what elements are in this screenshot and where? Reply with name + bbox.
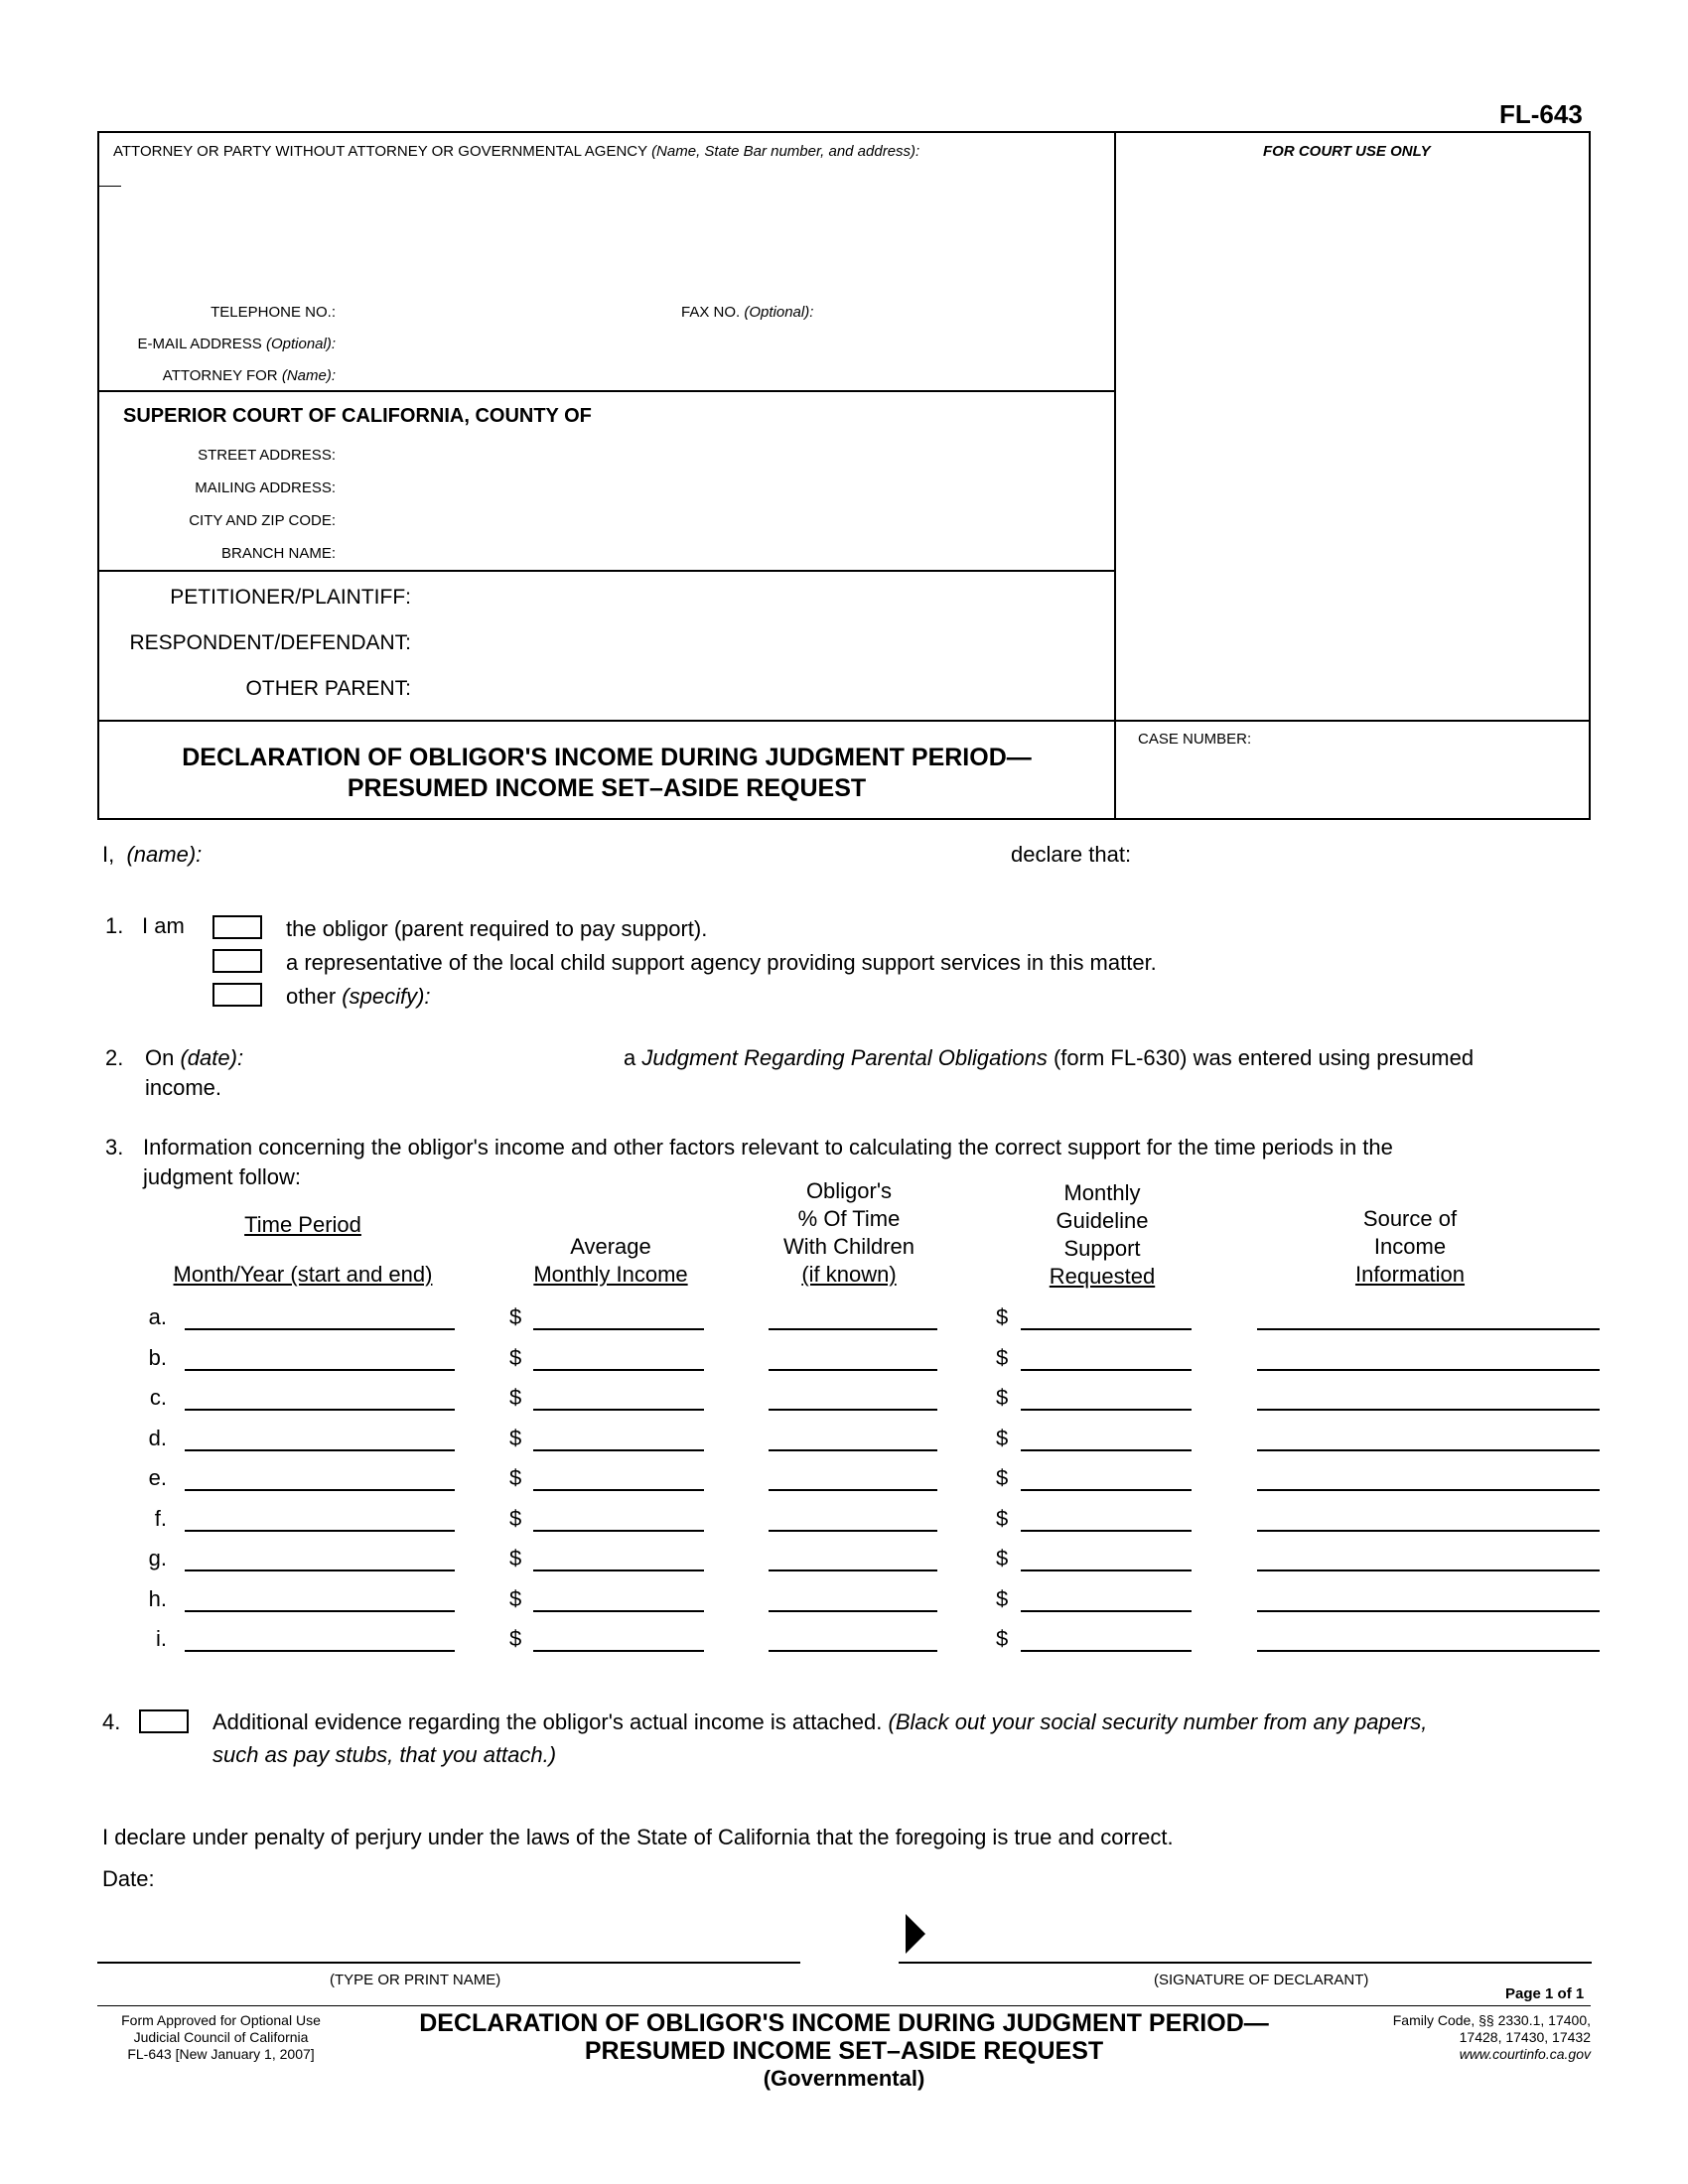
fax-label[interactable]	[681, 304, 813, 321]
footer-code-1: Family Code, §§ 2330.1, 17400,	[1392, 2012, 1591, 2028]
item2-text-a: a	[624, 1045, 636, 1070]
dollar-sign: $	[996, 1586, 1009, 1611]
item4-main: Additional evidence regarding the obligor's actual income is attached.	[212, 1709, 883, 1734]
attorney-label-text: ATTORNEY OR PARTY WITHOUT ATTORNEY OR GOVERNMENTAL AGENCY	[113, 143, 647, 160]
checkbox-other[interactable]	[212, 983, 262, 1007]
fax-label-text: FAX NO.	[681, 304, 741, 321]
item3-number: 3.	[105, 1135, 124, 1160]
guideline-support-field[interactable]	[1021, 1369, 1192, 1371]
footer-rule	[97, 2005, 1591, 2006]
form-title-line1: DECLARATION OF OBLIGOR'S INCOME DURING JUDGMENT PERIOD—	[182, 744, 1032, 771]
income-source-field[interactable]	[1257, 1610, 1600, 1612]
col-src-line3: Information	[1354, 1262, 1466, 1287]
average-income-field[interactable]	[533, 1570, 704, 1571]
footer-website[interactable]: www.courtinfo.ca.gov	[1459, 2046, 1591, 2062]
option-other	[286, 984, 431, 1010]
page-number: Page 1 of 1	[1505, 1985, 1585, 2002]
footer-approved-1: Form Approved for Optional Use	[121, 2012, 321, 2028]
mailing-address-label[interactable]: MAILING ADDRESS:	[195, 479, 336, 496]
col-time-period-sub-text: Month/Year (start and end)	[173, 1262, 433, 1287]
item2-judgment-text	[624, 1045, 1474, 1071]
footer-code-2: 17428, 17430, 17432	[1459, 2029, 1591, 2045]
col-time-period-title: Time Period	[244, 1212, 361, 1237]
dollar-sign: $	[996, 1345, 1009, 1370]
caption-box	[97, 131, 1591, 820]
time-period-field[interactable]	[185, 1570, 455, 1571]
col-pct-line4: (if known)	[801, 1262, 897, 1287]
dollar-sign: $	[996, 1426, 1009, 1450]
time-period-field[interactable]	[185, 1328, 455, 1330]
intro-name-label: (name):	[126, 842, 203, 867]
income-source-field[interactable]	[1257, 1328, 1600, 1330]
col-src-line1: Source of	[1362, 1206, 1458, 1231]
item2-on: On	[145, 1045, 175, 1070]
col-time-period	[149, 1211, 457, 1239]
dollar-sign: $	[509, 1626, 522, 1651]
footer-approved-2: Judicial Council of California	[133, 2029, 309, 2045]
row-label: h.	[148, 1586, 167, 1611]
time-period-field[interactable]	[185, 1369, 455, 1371]
telephone-label[interactable]: TELEPHONE NO.:	[211, 304, 336, 321]
col-mon-line3: Support	[1063, 1236, 1141, 1261]
dollar-sign: $	[509, 1345, 522, 1370]
checkbox-obligor[interactable]	[212, 915, 262, 939]
footer-title-2: PRESUMED INCOME SET–ASIDE REQUEST	[584, 2037, 1104, 2065]
col-mon-line1: Monthly	[1063, 1180, 1141, 1205]
col-mon-line2: Guideline	[1055, 1208, 1149, 1233]
row-label: i.	[156, 1626, 167, 1651]
footer-approved-3: FL-643 [New January 1, 2007]	[127, 2046, 315, 2062]
dollar-sign: $	[509, 1426, 522, 1450]
item4-text	[212, 1709, 1427, 1735]
income-source-field[interactable]	[1257, 1369, 1600, 1371]
dollar-sign: $	[509, 1304, 522, 1329]
dollar-sign: $	[996, 1506, 1009, 1531]
percent-time-field[interactable]	[769, 1449, 937, 1451]
row-label: a.	[148, 1304, 167, 1329]
form-number: FL-643	[1499, 99, 1583, 129]
income-source-field[interactable]	[1257, 1449, 1600, 1451]
time-period-field[interactable]	[185, 1530, 455, 1532]
col-average-line1: Average	[570, 1234, 651, 1259]
other-parent-label[interactable]: OTHER PARENT:	[245, 677, 411, 700]
signature-arrow-icon	[906, 1914, 925, 1954]
street-address-label[interactable]: STREET ADDRESS:	[198, 447, 336, 464]
item2-date[interactable]	[145, 1045, 243, 1071]
footer-title	[357, 2009, 1331, 2093]
average-income-field[interactable]	[533, 1328, 704, 1330]
average-income-field[interactable]	[533, 1449, 704, 1451]
time-period-field[interactable]	[185, 1449, 455, 1451]
attorney-label-note: (Name, State Bar number, and address):	[651, 143, 920, 160]
option-other-text: other	[286, 984, 337, 1009]
item4-note1: (Black out your social security number from any papers,	[888, 1709, 1428, 1734]
row-label: b.	[148, 1345, 167, 1370]
option-obligor: the obligor (parent required to pay support).	[286, 916, 708, 941]
email-label-text: E-MAIL ADDRESS	[137, 336, 262, 352]
average-income-field[interactable]	[533, 1409, 704, 1411]
item1-lead: I am	[142, 913, 185, 938]
col-time-period-sub	[149, 1261, 457, 1289]
guideline-support-field[interactable]	[1021, 1328, 1192, 1330]
footer-approved	[99, 2012, 343, 2063]
col-source	[1256, 1205, 1564, 1289]
percent-time-field[interactable]	[769, 1570, 937, 1571]
guideline-support-field[interactable]	[1021, 1449, 1192, 1451]
percent-time-field[interactable]	[769, 1489, 937, 1491]
guideline-support-field[interactable]	[1021, 1610, 1192, 1612]
item2-judgment-title: Judgment Regarding Parental Obligations	[641, 1045, 1048, 1070]
option-representative: a representative of the local child support agency providing support services in this matter.	[286, 950, 1157, 975]
guideline-support-field[interactable]	[1021, 1409, 1192, 1411]
dollar-sign: $	[996, 1626, 1009, 1651]
footer-code	[1331, 2012, 1591, 2063]
row-label: f.	[154, 1506, 167, 1531]
respondent-label[interactable]: RESPONDENT/DEFENDANT:	[129, 631, 411, 654]
attorney-for-note: (Name):	[281, 367, 336, 384]
percent-time-field[interactable]	[769, 1409, 937, 1411]
form-title-line2: PRESUMED INCOME SET–ASIDE REQUEST	[347, 774, 867, 802]
dollar-sign: $	[509, 1465, 522, 1490]
row-label: g.	[148, 1546, 167, 1570]
signature-line[interactable]	[899, 1962, 1592, 1964]
item3-line1: Information concerning the obligor's income and other factors relevant to calculating the correct support for the time periods in the	[143, 1135, 1393, 1160]
footer-title-1: DECLARATION OF OBLIGOR'S INCOME DURING JUDGMENT PERIOD—	[419, 2009, 1269, 2037]
average-income-field[interactable]	[533, 1650, 704, 1652]
attorney-label	[113, 143, 919, 160]
average-income-field[interactable]	[533, 1489, 704, 1491]
option-other-note: (specify):	[342, 984, 431, 1009]
declarant-line[interactable]	[102, 842, 202, 868]
dollar-sign: $	[996, 1465, 1009, 1490]
print-name-line[interactable]	[97, 1962, 800, 1964]
guideline-support-field[interactable]	[1021, 1650, 1192, 1652]
footer-title-3: (Governmental)	[763, 2066, 925, 2091]
attorney-for-text: ATTORNEY FOR	[162, 367, 278, 384]
caption-divider-vertical	[1114, 131, 1116, 820]
col-average-income	[506, 1233, 715, 1289]
caption-divider-1	[97, 390, 1115, 392]
email-label[interactable]	[99, 336, 336, 352]
attorney-for-label[interactable]	[99, 367, 336, 384]
city-zip-label[interactable]: CITY AND ZIP CODE:	[189, 512, 336, 529]
percent-time-field[interactable]	[769, 1328, 937, 1330]
col-mon-line4: Requested	[1049, 1264, 1156, 1289]
item2-income: income.	[145, 1075, 222, 1100]
court-name: SUPERIOR COURT OF CALIFORNIA, COUNTY OF	[123, 405, 592, 427]
percent-time-field[interactable]	[769, 1369, 937, 1371]
signature-caption: (SIGNATURE OF DECLARANT)	[1154, 1972, 1369, 1988]
time-period-field[interactable]	[185, 1610, 455, 1612]
row-label: d.	[148, 1426, 167, 1450]
intro-i: I,	[102, 842, 115, 867]
col-monthly-guideline	[998, 1179, 1206, 1291]
time-period-field[interactable]	[185, 1489, 455, 1491]
guideline-support-field[interactable]	[1021, 1530, 1192, 1532]
dollar-sign: $	[509, 1586, 522, 1611]
col-pct-line3: With Children	[782, 1234, 915, 1259]
petitioner-label[interactable]: PETITIONER/PLAINTIFF:	[170, 586, 411, 609]
col-percent-time	[745, 1177, 953, 1289]
time-period-field[interactable]	[185, 1650, 455, 1652]
checkbox-additional-evidence[interactable]	[139, 1709, 189, 1733]
branch-name-label[interactable]: BRANCH NAME:	[220, 545, 336, 562]
dollar-sign: $	[509, 1385, 522, 1410]
percent-time-field[interactable]	[769, 1530, 937, 1532]
percent-time-field[interactable]	[769, 1610, 937, 1612]
dollar-sign: $	[996, 1546, 1009, 1570]
item2-text-b: (form FL-630) was entered using presumed	[1053, 1045, 1475, 1070]
income-source-field[interactable]	[1257, 1570, 1600, 1571]
item2-date-label: (date):	[180, 1045, 244, 1070]
income-source-field[interactable]	[1257, 1530, 1600, 1532]
case-number-label[interactable]: CASE NUMBER:	[1138, 731, 1252, 748]
income-source-field[interactable]	[1257, 1409, 1600, 1411]
dollar-sign: $	[996, 1385, 1009, 1410]
average-income-field[interactable]	[533, 1610, 704, 1612]
dollar-sign: $	[509, 1506, 522, 1531]
caption-divider-2	[97, 570, 1115, 572]
average-income-field[interactable]	[533, 1530, 704, 1532]
perjury-statement: I declare under penalty of perjury under the laws of the State of California that the foregoing is true and correct.	[102, 1825, 1174, 1849]
fax-label-note: (Optional):	[744, 304, 814, 321]
court-use-only: FOR COURT USE ONLY	[1263, 143, 1431, 160]
income-source-field[interactable]	[1257, 1650, 1600, 1652]
time-period-field[interactable]	[185, 1409, 455, 1411]
item4-note2: such as pay stubs, that you attach.)	[212, 1742, 557, 1767]
col-pct-line1: Obligor's	[805, 1178, 893, 1203]
dollar-sign: $	[996, 1304, 1009, 1329]
print-name-caption: (TYPE OR PRINT NAME)	[330, 1972, 501, 1988]
checkbox-representative[interactable]	[212, 949, 262, 973]
row-label: e.	[148, 1465, 167, 1490]
caption-divider-3	[97, 720, 1591, 722]
email-label-note: (Optional):	[265, 336, 336, 352]
item2-number: 2.	[105, 1045, 124, 1070]
row-label: c.	[149, 1385, 167, 1410]
guideline-support-field[interactable]	[1021, 1570, 1192, 1571]
col-pct-line2: % Of Time	[797, 1206, 901, 1231]
col-src-line2: Income	[1373, 1234, 1447, 1259]
guideline-support-field[interactable]	[1021, 1489, 1192, 1491]
col-average-line2: Monthly Income	[533, 1262, 688, 1287]
item1-number: 1.	[105, 913, 124, 938]
item3-line2: judgment follow:	[143, 1164, 301, 1189]
percent-time-field[interactable]	[769, 1650, 937, 1652]
date-label[interactable]: Date:	[102, 1866, 155, 1891]
attorney-mark	[99, 186, 121, 187]
item4-number: 4.	[102, 1709, 121, 1734]
dollar-sign: $	[509, 1546, 522, 1570]
declare-that: declare that:	[1011, 842, 1132, 867]
average-income-field[interactable]	[533, 1369, 704, 1371]
income-source-field[interactable]	[1257, 1489, 1600, 1491]
